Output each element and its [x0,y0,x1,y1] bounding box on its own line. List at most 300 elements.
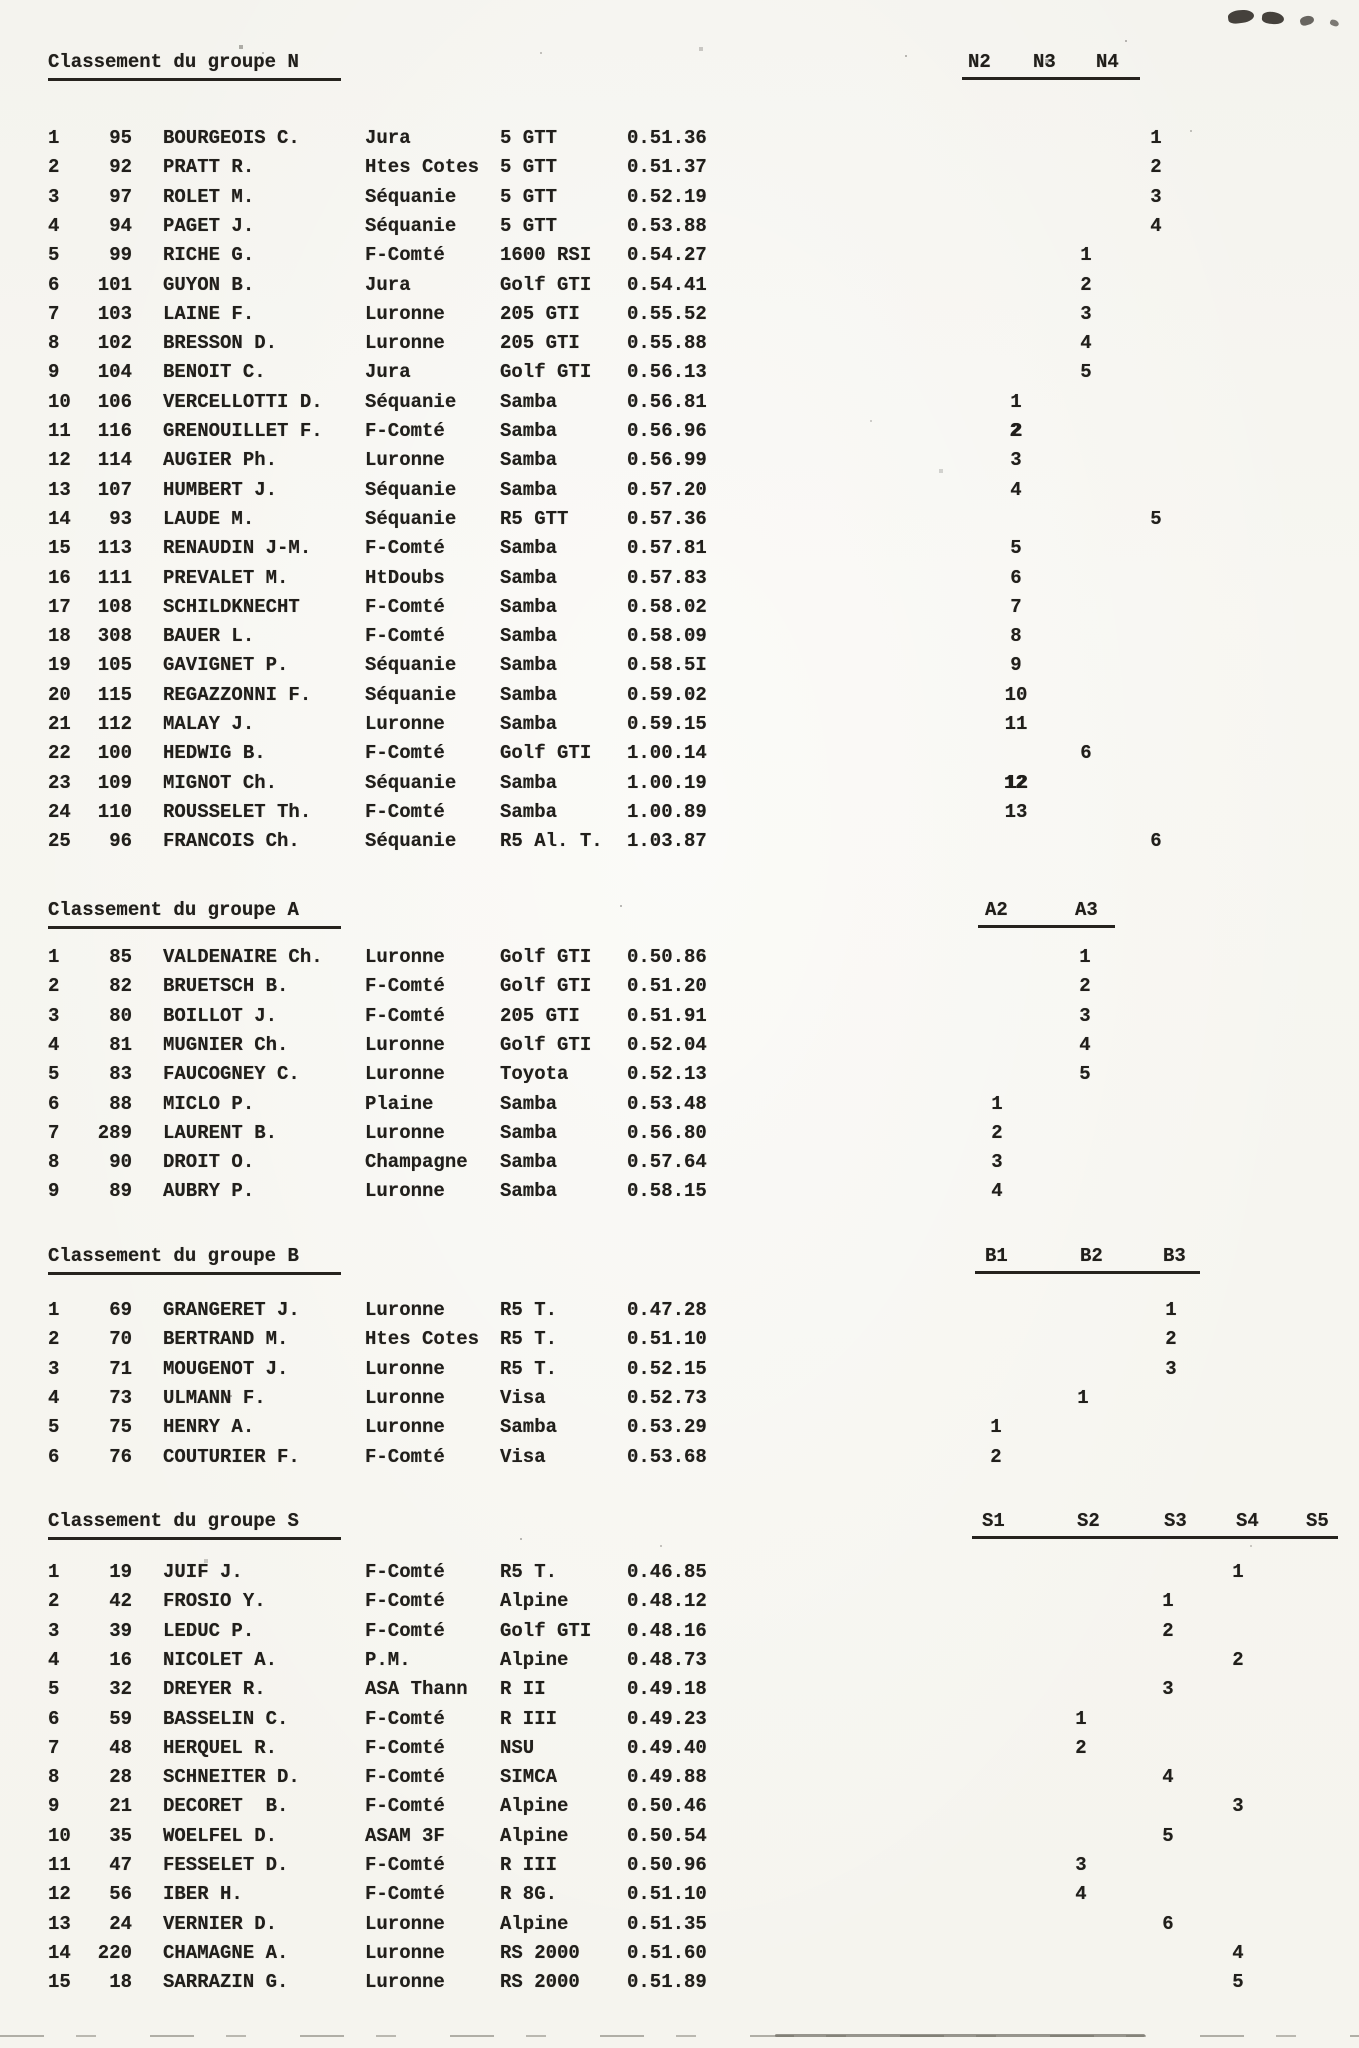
car-cell: Samba [500,771,558,794]
car-cell: 205 GTI [500,302,580,325]
scan-smudge [1299,14,1315,26]
car-cell: Samba [500,390,558,413]
rank-cell: 19 [48,654,71,677]
car-cell: Visa [500,1445,546,1468]
time-cell: 0.55.88 [627,332,707,355]
results-row [0,505,1359,534]
scan-noise-speckles [0,0,2,2]
results-row [0,388,1359,417]
time-cell: 0.46.85 [627,1561,707,1583]
car-number-cell: 110 [97,800,132,823]
car-cell: R5 T. [500,1299,558,1321]
time-cell: 0.51.10 [627,1328,707,1351]
class-place-cell-N2: 12 [1004,771,1028,794]
car-number-cell: 42 [109,1590,132,1613]
car-number-cell: 80 [109,1004,132,1027]
results-row [0,1939,1359,1968]
car-number-cell: 16 [109,1648,132,1671]
results-row [0,564,1359,593]
car-number-cell: 24 [109,1912,132,1935]
class-header-S5: S5 [1306,1510,1329,1532]
class-place-cell-S2: 1 [1075,1707,1087,1730]
class-place-cell-A3: 5 [1079,1063,1091,1086]
car-number-cell: 108 [97,595,132,618]
car-cell: Golf GTI [500,273,592,296]
rank-cell: 13 [48,478,71,501]
class-place-cell-A3: 3 [1079,1004,1091,1027]
rank-cell: 14 [48,507,71,530]
rank-cell: 18 [48,625,71,648]
car-cell: Samba [500,1151,558,1174]
time-cell: 1.03.87 [627,830,707,853]
results-row [0,183,1359,212]
results-row [0,1822,1359,1851]
car-number-cell: 85 [109,946,132,968]
class-place-cell-N3: 3 [1080,302,1092,325]
driver-name-cell: CHAMAGNE A. [163,1941,289,1964]
driver-name-cell: FROSIO Y. [163,1590,266,1613]
time-cell: 0.52.13 [627,1063,707,1086]
results-row [0,1910,1359,1939]
team-cell: F-Comté [365,1795,445,1818]
car-cell: Golf GTI [500,742,592,765]
car-number-cell: 103 [97,302,132,325]
class-headers-N [962,48,1140,80]
car-cell: Samba [500,1416,558,1439]
driver-name-cell: HEDWIG B. [163,742,266,765]
team-cell: Séquanie [365,683,457,706]
time-cell: 0.56.81 [627,390,707,413]
results-row [0,124,1359,153]
class-place-cell-N2: 5 [1010,537,1022,560]
car-cell: R5 T. [500,1328,558,1351]
results-row [0,798,1359,827]
results-row [0,943,1359,972]
results-row [0,271,1359,300]
rank-cell: 9 [48,361,60,384]
driver-name-cell: GRENOUILLET F. [163,420,323,442]
results-row [0,1587,1359,1616]
results-row [0,153,1359,182]
team-cell: F-Comté [365,742,445,765]
car-cell: R5 GTT [500,507,569,530]
results-row [0,1617,1359,1646]
class-place-cell-S2: 3 [1075,1854,1087,1876]
team-cell: F-Comté [365,975,445,998]
scan-smudge [1227,8,1255,24]
driver-name-cell: BAUER L. [163,625,255,648]
driver-name-cell: JUIF J. [163,1561,243,1583]
team-cell: F-Comté [365,800,445,823]
car-cell: Golf GTI [500,946,592,968]
time-cell: 0.51.60 [627,1941,707,1964]
results-row [0,1296,1359,1325]
rank-cell: 12 [48,449,71,472]
scan-edge-line [775,2034,1145,2037]
car-number-cell: 32 [109,1678,132,1701]
class-place-cell-B3: 2 [1165,1328,1177,1351]
driver-name-cell: MALAY J. [163,713,255,735]
rank-cell: 17 [48,595,71,618]
rank-cell: 1 [48,1299,60,1321]
car-cell: Samba [500,1092,558,1115]
rank-cell: 24 [48,800,71,823]
scan-smudge [1329,19,1340,28]
car-number-cell: 289 [97,1121,132,1144]
car-number-cell: 21 [109,1795,132,1818]
time-cell: 0.57.64 [627,1151,707,1174]
section-title-S: Classement du groupe S [48,1507,341,1540]
rank-cell: 3 [48,185,60,208]
driver-name-cell: BOILLOT J. [163,1004,278,1027]
time-cell: 0.52.73 [627,1386,707,1409]
team-cell: F-Comté [365,1561,445,1583]
class-place-cell-N2: 8 [1010,625,1022,648]
driver-name-cell: LAUDE M. [163,507,255,530]
team-cell: Séquanie [365,390,457,413]
results-row [0,1558,1359,1587]
class-place-cell-A2: 2 [991,1121,1003,1144]
results-row [0,1413,1359,1442]
results-row [0,1119,1359,1148]
car-cell: Golf GTI [500,1619,592,1642]
time-cell: 0.48.12 [627,1590,707,1613]
time-cell: 0.52.15 [627,1357,707,1380]
rank-cell: 9 [48,1795,60,1818]
time-cell: 0.59.15 [627,713,707,735]
driver-name-cell: ROUSSELET Th. [163,800,312,823]
rank-cell: 14 [48,1941,71,1964]
team-cell: Plaine [365,1092,434,1115]
time-cell: 0.50.46 [627,1795,707,1818]
driver-name-cell: NICOLET A. [163,1648,278,1671]
time-cell: 0.57.83 [627,566,707,589]
driver-name-cell: LAINE F. [163,302,255,325]
driver-name-cell: PREVALET M. [163,566,289,589]
rank-cell: 6 [48,1445,60,1468]
class-headers-B [975,1242,1200,1274]
time-cell: 0.58.5I [627,654,707,677]
team-cell: Luronne [365,1357,445,1380]
car-cell: Alpine [500,1648,569,1671]
team-cell: ASAM 3F [365,1824,445,1847]
car-number-cell: 100 [97,742,132,765]
car-cell: Samba [500,1121,558,1144]
driver-name-cell: PRATT R. [163,156,255,179]
class-place-cell-S3: 1 [1162,1590,1174,1613]
car-number-cell: 115 [97,683,132,706]
driver-name-cell: LEDUC P. [163,1619,255,1642]
rank-cell: 15 [48,1971,71,1994]
results-row [0,593,1359,622]
team-cell: F-Comté [365,1619,445,1642]
team-cell: Luronne [365,946,445,968]
car-cell: Golf GTI [500,975,592,998]
driver-name-cell: HUMBERT J. [163,478,278,501]
time-cell: 0.50.54 [627,1824,707,1847]
driver-name-cell: DROIT O. [163,1151,255,1174]
car-cell: 5 GTT [500,185,558,208]
driver-name-cell: RENAUDIN J-M. [163,537,312,560]
team-cell: Luronne [365,1941,445,1964]
team-cell: F-Comté [365,625,445,648]
team-cell: ASA Thann [365,1678,468,1701]
time-cell: 0.49.88 [627,1766,707,1789]
team-cell: F-Comté [365,1736,445,1759]
class-place-cell-B1: 1 [990,1416,1002,1439]
rank-cell: 5 [48,244,60,267]
car-number-cell: 39 [109,1619,132,1642]
results-row [0,1325,1359,1354]
car-cell: Samba [500,449,558,472]
class-place-cell-S4: 1 [1232,1561,1244,1583]
car-cell: 5 GTT [500,127,558,149]
car-number-cell: 48 [109,1736,132,1759]
car-number-cell: 75 [109,1416,132,1439]
time-cell: 0.56.13 [627,361,707,384]
class-place-cell-S3: 2 [1162,1619,1174,1642]
car-cell: Samba [500,537,558,560]
driver-name-cell: BENOIT C. [163,361,266,384]
team-cell: F-Comté [365,1004,445,1027]
rank-cell: 9 [48,1180,60,1203]
section-title-N: Classement du groupe N [48,48,341,81]
class-place-cell-N3: 6 [1080,742,1092,765]
class-place-cell-B3: 1 [1165,1299,1177,1321]
class-place-cell-A2: 3 [991,1151,1003,1174]
car-cell: Samba [500,420,558,442]
rank-cell: 8 [48,1151,60,1174]
driver-name-cell: RICHE G. [163,244,255,267]
class-place-cell-B2: 1 [1077,1386,1089,1409]
rank-cell: 4 [48,1386,60,1409]
class-place-cell-S2: 4 [1075,1883,1087,1906]
car-cell: RS 2000 [500,1971,580,1994]
results-row [0,1090,1359,1119]
class-header-S1: S1 [982,1510,1005,1532]
class-place-cell-A3: 1 [1079,946,1091,968]
car-cell: Samba [500,713,558,735]
team-cell: F-Comté [365,1883,445,1906]
class-place-cell-N2: 13 [1004,800,1028,823]
car-number-cell: 113 [97,537,132,560]
class-place-cell-N4: 1 [1150,127,1162,149]
rank-cell: 5 [48,1678,60,1701]
results-row [0,739,1359,768]
team-cell: Luronne [365,1121,445,1144]
car-cell: 205 GTI [500,1004,580,1027]
team-cell: Jura [365,273,411,296]
car-cell: NSU [500,1736,535,1759]
rank-cell: 3 [48,1619,60,1642]
rank-cell: 4 [48,214,60,237]
class-header-A3: A3 [1075,899,1098,921]
driver-name-cell: GRANGERET J. [163,1299,300,1321]
class-header-B1: B1 [985,1245,1008,1267]
class-place-cell-N2: 1 [1010,390,1022,413]
team-cell: Luronne [365,302,445,325]
class-place-cell-B3: 3 [1165,1357,1177,1380]
car-number-cell: 97 [109,185,132,208]
team-cell: Luronne [365,1180,445,1203]
driver-name-cell: GAVIGNET P. [163,654,289,677]
time-cell: 0.49.23 [627,1707,707,1730]
car-number-cell: 93 [109,507,132,530]
rank-cell: 7 [48,1736,60,1759]
class-place-cell-N4: 3 [1150,185,1162,208]
car-cell: Samba [500,683,558,706]
class-header-N4: N4 [1096,51,1119,73]
car-cell: 205 GTI [500,332,580,355]
car-number-cell: 99 [109,244,132,267]
rank-cell: 22 [48,742,71,765]
section-title-A: Classement du groupe A [48,896,341,929]
team-cell: Luronne [365,1386,445,1409]
driver-name-cell: COUTURIER F. [163,1445,300,1468]
rank-cell: 7 [48,1121,60,1144]
team-cell: Luronne [365,449,445,472]
class-headers-S [972,1507,1338,1539]
class-place-cell-N3: 5 [1080,361,1092,384]
team-cell: Luronne [365,1063,445,1086]
car-cell: R III [500,1707,558,1730]
driver-name-cell: BRUETSCH B. [163,975,289,998]
class-place-cell-N3: 2 [1080,273,1092,296]
team-cell: Luronne [365,1299,445,1321]
driver-name-cell: ROLET M. [163,185,255,208]
time-cell: 0.51.89 [627,1971,707,1994]
team-cell: Séquanie [365,830,457,853]
class-place-cell-N2: 2 [1010,420,1022,442]
team-cell: Séquanie [365,771,457,794]
driver-name-cell: DREYER R. [163,1678,266,1701]
class-place-cell-N2: 4 [1010,478,1022,501]
car-number-cell: 18 [109,1971,132,1994]
rank-cell: 11 [48,420,71,442]
driver-name-cell: BERTRAND M. [163,1328,289,1351]
rank-cell: 2 [48,1328,60,1351]
team-cell: F-Comté [365,1590,445,1613]
results-row [0,651,1359,680]
driver-name-cell: VALDENAIRE Ch. [163,946,323,968]
rank-cell: 25 [48,830,71,853]
rank-cell: 3 [48,1004,60,1027]
rank-cell: 8 [48,1766,60,1789]
time-cell: 0.48.16 [627,1619,707,1642]
results-row [0,1734,1359,1763]
class-place-cell-N2: 9 [1010,654,1022,677]
car-number-cell: 102 [97,332,132,355]
team-cell: F-Comté [365,1766,445,1789]
time-cell: 0.55.52 [627,302,707,325]
car-number-cell: 82 [109,975,132,998]
car-cell: Alpine [500,1590,569,1613]
results-row [0,1002,1359,1031]
driver-name-cell: SARRAZIN G. [163,1971,289,1994]
results-row [0,1355,1359,1384]
class-place-cell-N4: 5 [1150,507,1162,530]
driver-name-cell: GUYON B. [163,273,255,296]
car-cell: 5 GTT [500,214,558,237]
car-cell: Golf GTI [500,361,592,384]
team-cell: F-Comté [365,537,445,560]
results-row [0,1177,1359,1206]
time-cell: 0.51.91 [627,1004,707,1027]
car-cell: R5 Al. T. [500,830,603,853]
time-cell: 0.56.80 [627,1121,707,1144]
time-cell: 0.52.19 [627,185,707,208]
class-place-cell-N4: 6 [1150,830,1162,853]
results-row [0,1675,1359,1704]
car-number-cell: 105 [97,654,132,677]
car-cell: Toyota [500,1063,569,1086]
team-cell: Luronne [365,713,445,735]
class-place-cell-S3: 3 [1162,1678,1174,1701]
class-header-S2: S2 [1077,1510,1100,1532]
time-cell: 0.48.73 [627,1648,707,1671]
team-cell: Htes Cotes [365,1328,480,1351]
time-cell: 0.52.04 [627,1033,707,1056]
team-cell: HtDoubs [365,566,445,589]
rank-cell: 8 [48,332,60,355]
results-row [0,1705,1359,1734]
car-number-cell: 106 [97,390,132,413]
rank-cell: 6 [48,273,60,296]
rank-cell: 1 [48,127,60,149]
driver-name-cell: FRANCOIS Ch. [163,830,300,853]
car-number-cell: 71 [109,1357,132,1380]
team-cell: P.M. [365,1648,411,1671]
car-number-cell: 88 [109,1092,132,1115]
car-cell: Samba [500,595,558,618]
class-header-N2: N2 [968,51,991,73]
car-cell: Samba [500,1180,558,1203]
driver-name-cell: BASSELIN C. [163,1707,289,1730]
results-row [0,358,1359,387]
class-place-cell-S4: 3 [1232,1795,1244,1818]
car-cell: R 8G. [500,1883,558,1906]
driver-name-cell: FAUCOGNEY C. [163,1063,300,1086]
driver-name-cell: MUGNIER Ch. [163,1033,289,1056]
results-row [0,476,1359,505]
class-headers-A [978,896,1115,928]
class-place-cell-S3: 4 [1162,1766,1174,1789]
time-cell: 0.59.02 [627,683,707,706]
time-cell: 0.49.40 [627,1736,707,1759]
rank-cell: 23 [48,771,71,794]
car-cell: Samba [500,800,558,823]
time-cell: 0.56.96 [627,420,707,442]
rank-cell: 21 [48,713,71,735]
car-number-cell: 95 [109,127,132,149]
time-cell: 0.53.68 [627,1445,707,1468]
class-place-cell-N2: 10 [1004,683,1028,706]
results-row [0,710,1359,739]
class-place-cell-A3: 4 [1079,1033,1091,1056]
rank-cell: 1 [48,946,60,968]
car-cell: Alpine [500,1824,569,1847]
class-header-B2: B2 [1080,1245,1103,1267]
rank-cell: 12 [48,1883,71,1906]
results-row [0,1880,1359,1909]
results-row [0,1763,1359,1792]
car-number-cell: 76 [109,1445,132,1468]
car-number-cell: 56 [109,1883,132,1906]
time-cell: 0.57.20 [627,478,707,501]
class-place-cell-N2: 6 [1010,566,1022,589]
car-number-cell: 73 [109,1386,132,1409]
team-cell: Htes Cotes [365,156,480,179]
